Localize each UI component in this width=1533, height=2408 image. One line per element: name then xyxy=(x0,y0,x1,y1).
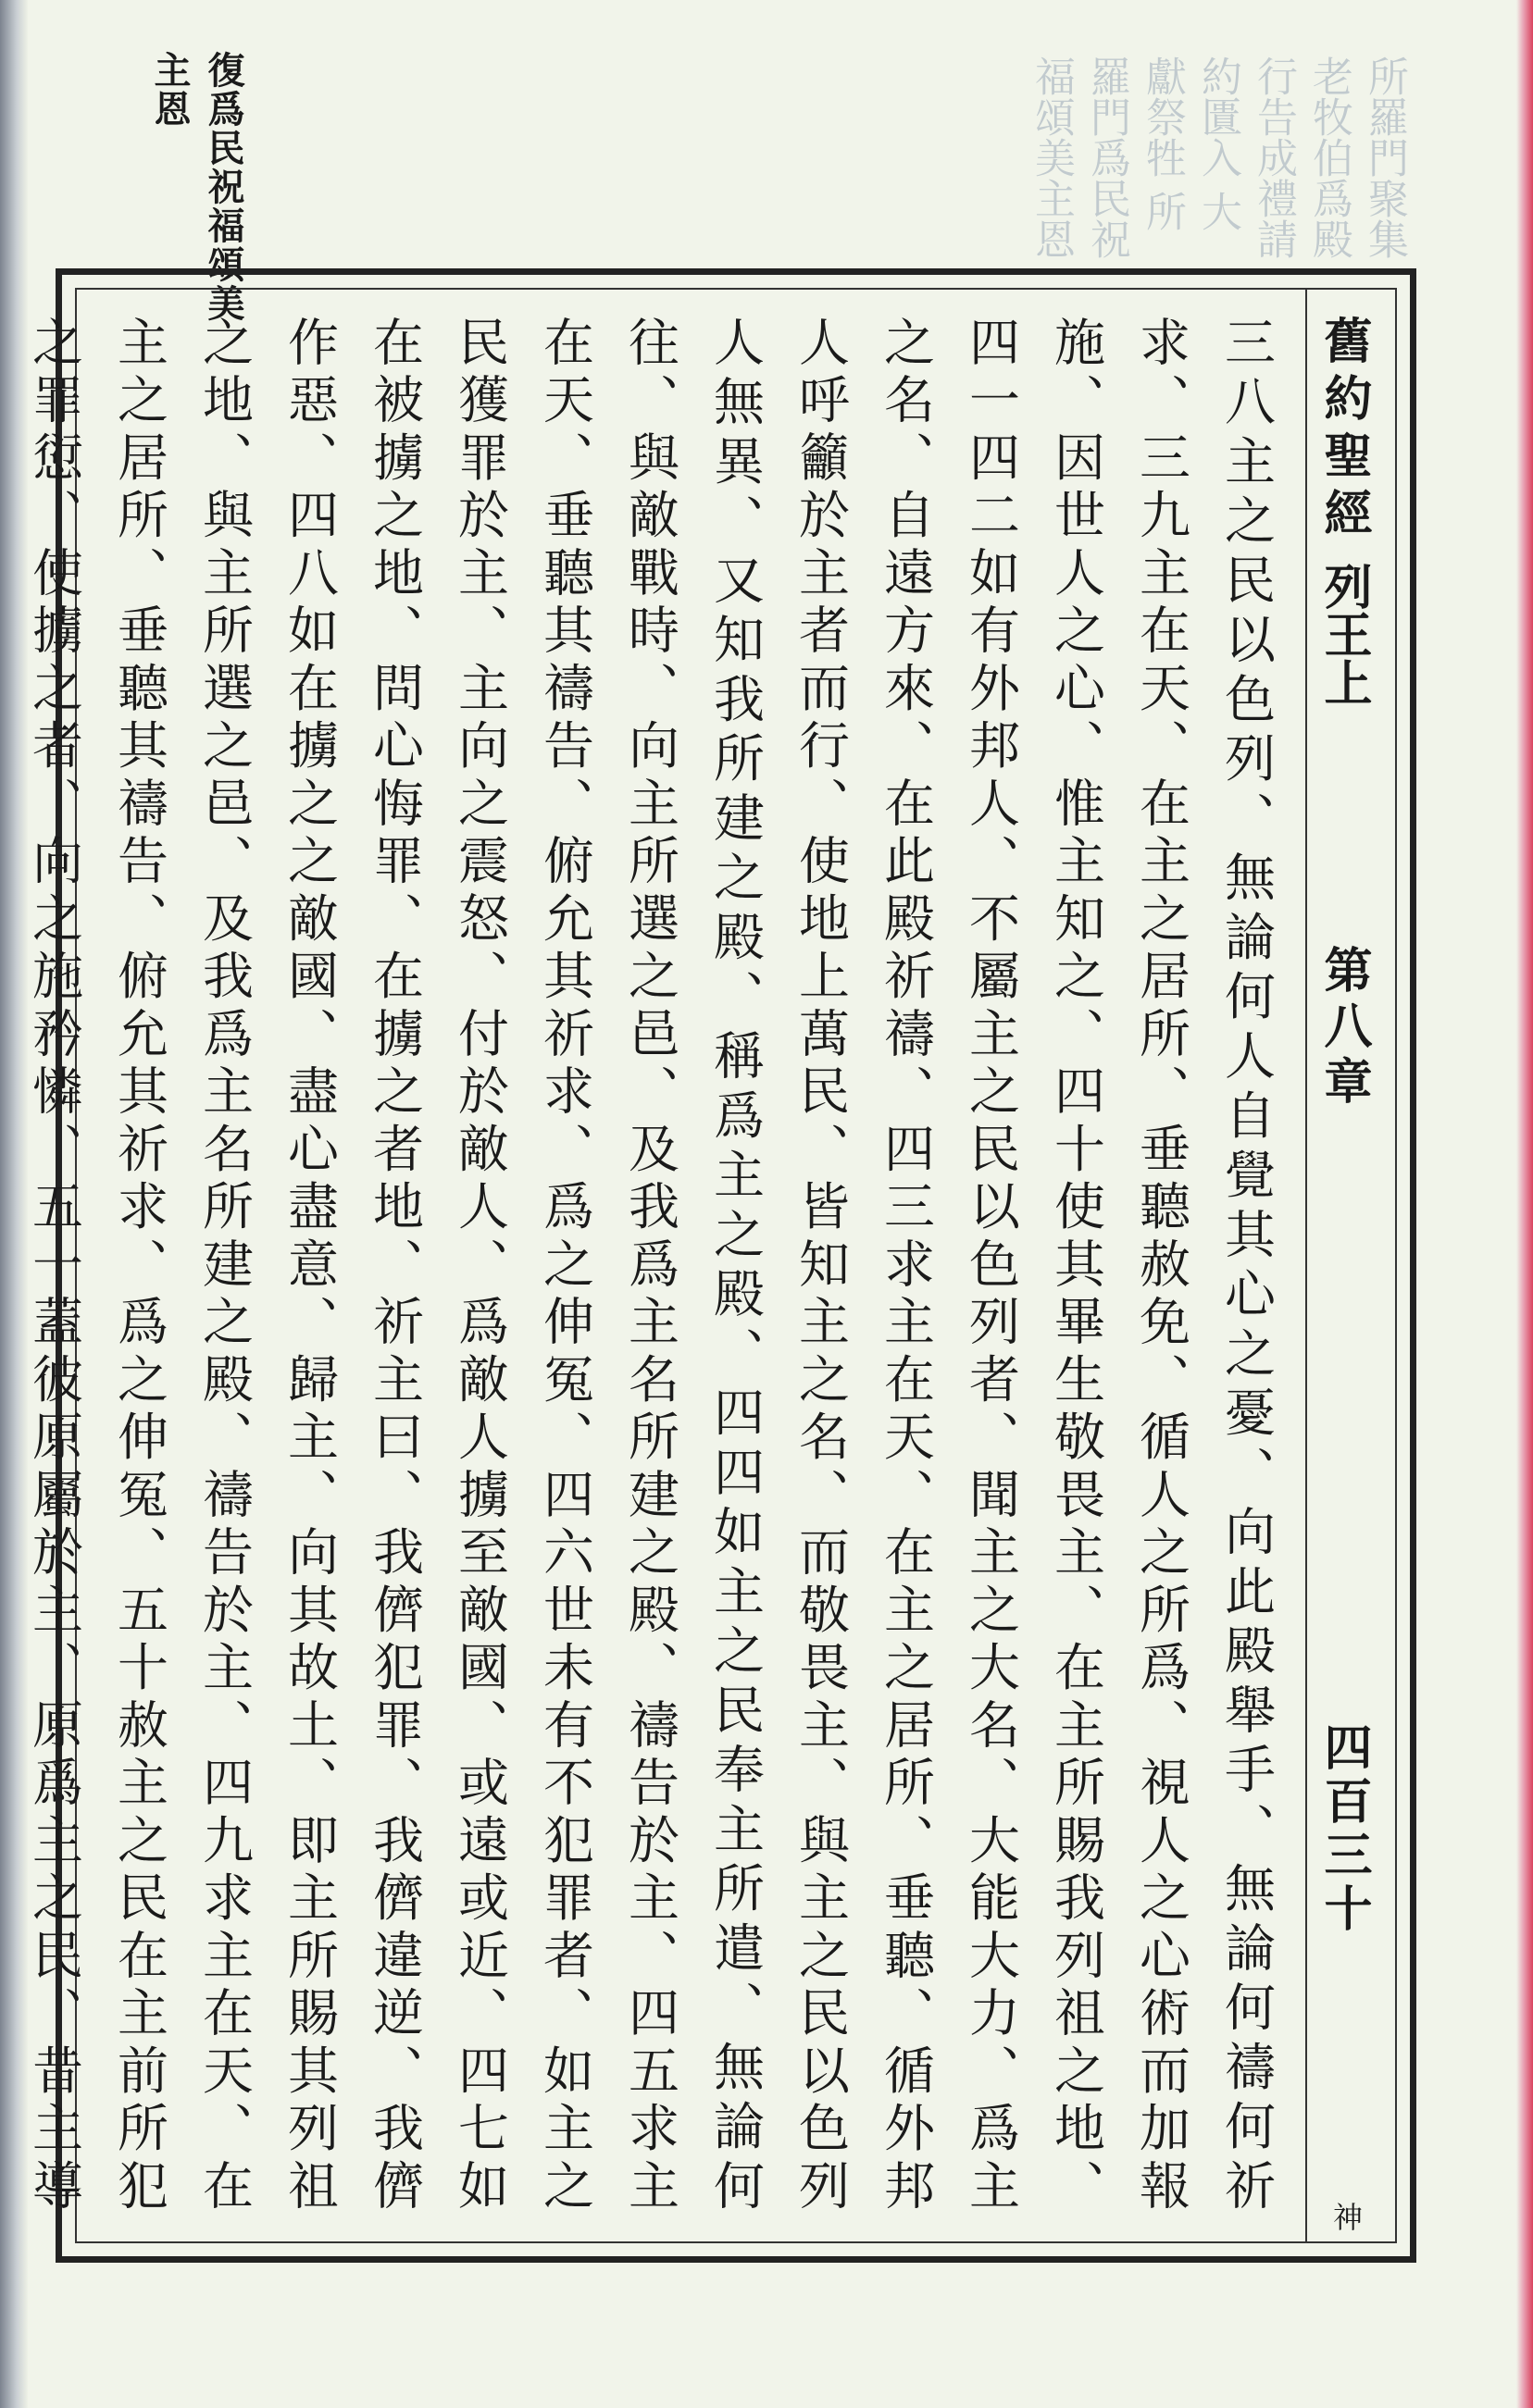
chapter-title: 第八章 xyxy=(1315,945,1372,1111)
margin-note: 復爲民祝福頌美主恩 xyxy=(148,51,245,323)
page-mark: 神 xyxy=(1328,2202,1364,2231)
show-through-text: 所羅門聚集老牧伯爲殿行告成禮請約匱入 大獻祭牲 所羅門爲民祝福頌美主恩 xyxy=(1028,56,1408,259)
running-header xyxy=(1314,316,1378,2231)
text-frame xyxy=(24,268,1416,2263)
scripture-text: 三八主之民以色列、無論何人自覺其心之憂、向此殿舉手、無論何禱何祈求、三九主在天、在主之居所、垂聽赦免、循人之所爲、視人之心術而加報施、因世人之心、惟主知之、四十使其畢生敬畏主、在主所賜我列祖之地、四一四二如有外邦人、不屬主之民以色列者、聞主之大名、大能大力、爲主之名、自遠方來、在此殿祈禱、四三求主在天、在主之居所、垂聽、循外邦人呼籲於主者而行、使地上萬民、皆知主之名、而敬畏主、與主之民以色列人無異、又知我所建之殿、稱爲主之殿、四四如主之民奉主所遣、無論何往、與敵戰時、向主所選之邑、及我爲主名所建之殿、禱告於主、四五求主在天、垂聽其禱告、俯允其祈求、爲之伸冤、四六世未有不犯罪者、如主之民獲罪於主、主向之震怒、付於敵人、爲敵人擄至敵國、或遠或近、四七如在被擄之地、問心悔罪、在擄之者地、祈主曰、我儕犯罪、我儕違逆、我儕作惡、四八如在擄之之敵國、盡心盡意、歸主、向其故土、即主所賜其列祖之地、與主所選之邑、及我爲主名所建之殿、禱告於主、四九求主在天、在主之居所、垂聽其禱告、俯允其祈求、爲之伸冤、五十赦主之民在主前所犯之罪愆、使擄之者、向之施矜憐、五一蓋彼原屬於主、原爲主之民、昔主導 xyxy=(24,316,1276,2216)
page-edge xyxy=(1516,0,1533,2408)
page-number: 四百三十 xyxy=(1315,1722,1372,1937)
header-rule xyxy=(1305,290,1307,2241)
inner-frame xyxy=(24,288,1397,2243)
book-title: 舊約聖經 xyxy=(1315,316,1372,545)
book-section: 列王上 xyxy=(1315,562,1372,707)
